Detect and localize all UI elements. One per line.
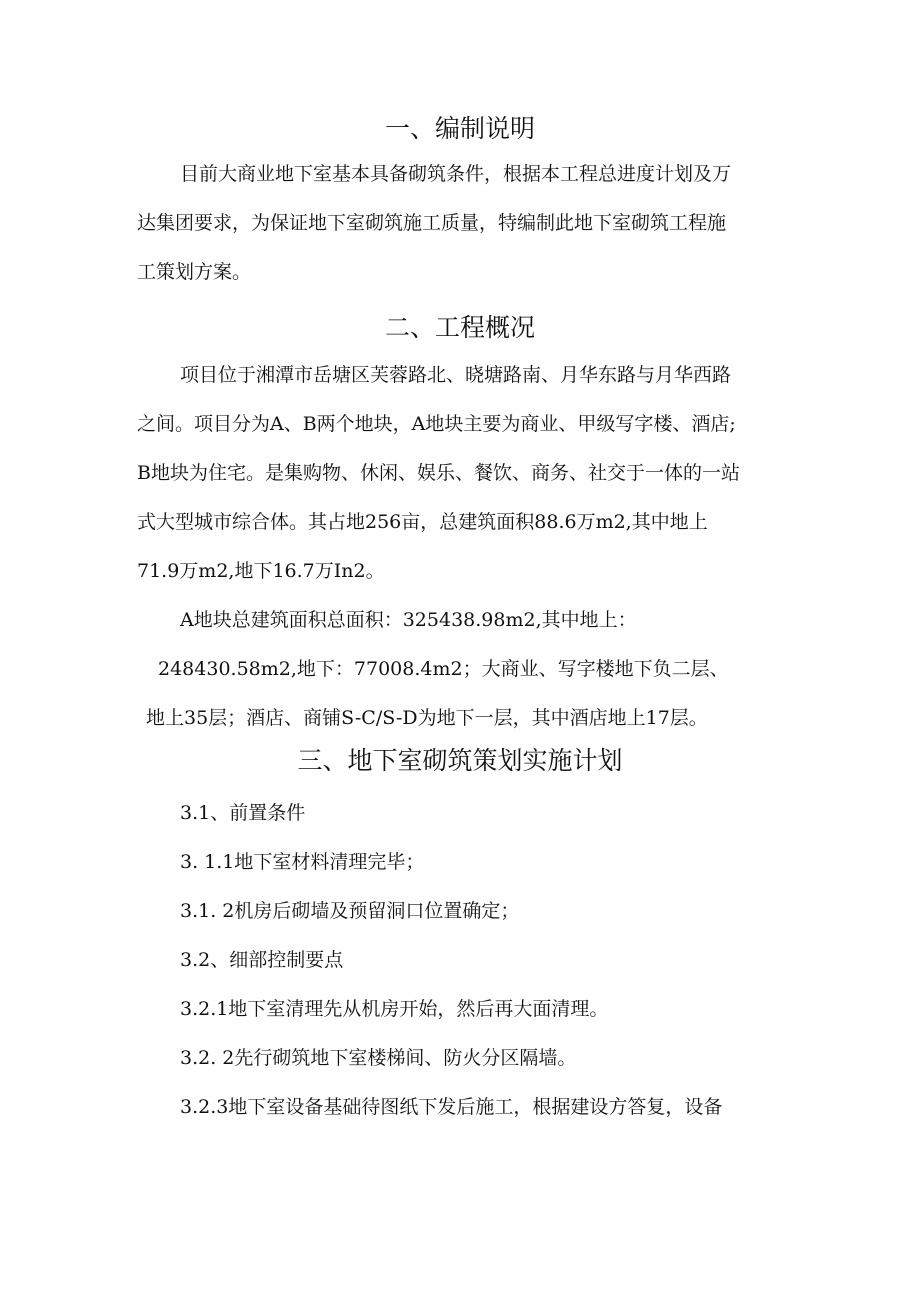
- section-3-item: 3.1、前置条件: [180, 802, 306, 824]
- section-1-paragraph-line: 工策划方案。: [137, 261, 252, 283]
- section-1-paragraph-line: 达集团要求，为保证地下室砌筑施工质量，特编制此地下室砌筑工程施: [137, 212, 727, 234]
- section-3-item: 3.1. 2机房后砌墙及预留洞口位置确定；: [180, 900, 520, 922]
- section-3-heading: 三、地下室砌筑策划实施计划: [297, 746, 623, 775]
- section-2-paragraph-line: 之间。项目分为A、B两个地块，A地块主要为商业、甲级写字楼、酒店;: [137, 413, 736, 435]
- section-2-paragraph-line: 71.9万m2,地下16.7万In2。: [137, 560, 385, 582]
- plot-a-paragraph-line: A地块总建筑面积总面积：325438.98m2,其中地上：: [180, 609, 637, 631]
- plot-a-paragraph-line: 地上35层；酒店、商铺S-C/S-D为地下一层，其中酒店地上17层。: [146, 707, 708, 729]
- section-1-heading: 一、编制说明: [384, 114, 535, 143]
- section-3-item: 3.2.1地下室清理先从机房开始，然后再大面清理。: [180, 998, 609, 1020]
- section-2-paragraph-line: B地块为住宅。是集购物、休闲、娱乐、餐饮、商务、社交于一体的一站: [137, 462, 740, 484]
- section-2-heading: 二、工程概况: [384, 313, 535, 342]
- section-3-item: 3.2、细部控制要点: [180, 949, 344, 971]
- section-3-item: 3. 1.1地下室材料清理完毕；: [180, 851, 425, 873]
- section-2-paragraph-line: 项目位于湘潭市岳塘区芙蓉路北、晓塘路南、月华东路与月华西路: [180, 364, 732, 386]
- plot-a-paragraph-line: 248430.58m2,地下：77008.4m2；大商业、写字楼地下负二层、: [158, 658, 729, 680]
- section-2-paragraph-line: 式大型城市综合体。其占地256亩，总建筑面积88.6万m2,其中地上: [137, 511, 708, 533]
- section-1-paragraph-line: 目前大商业地下室基本具备砌筑条件，根据本工程总进度计划及万: [180, 163, 732, 185]
- section-3-item: 3.2.3地下室设备基础待图纸下发后施工，根据建设方答复，设备: [180, 1096, 723, 1118]
- section-3-item: 3.2. 2先行砌筑地下室楼梯间、防火分区隔墙。: [180, 1047, 577, 1069]
